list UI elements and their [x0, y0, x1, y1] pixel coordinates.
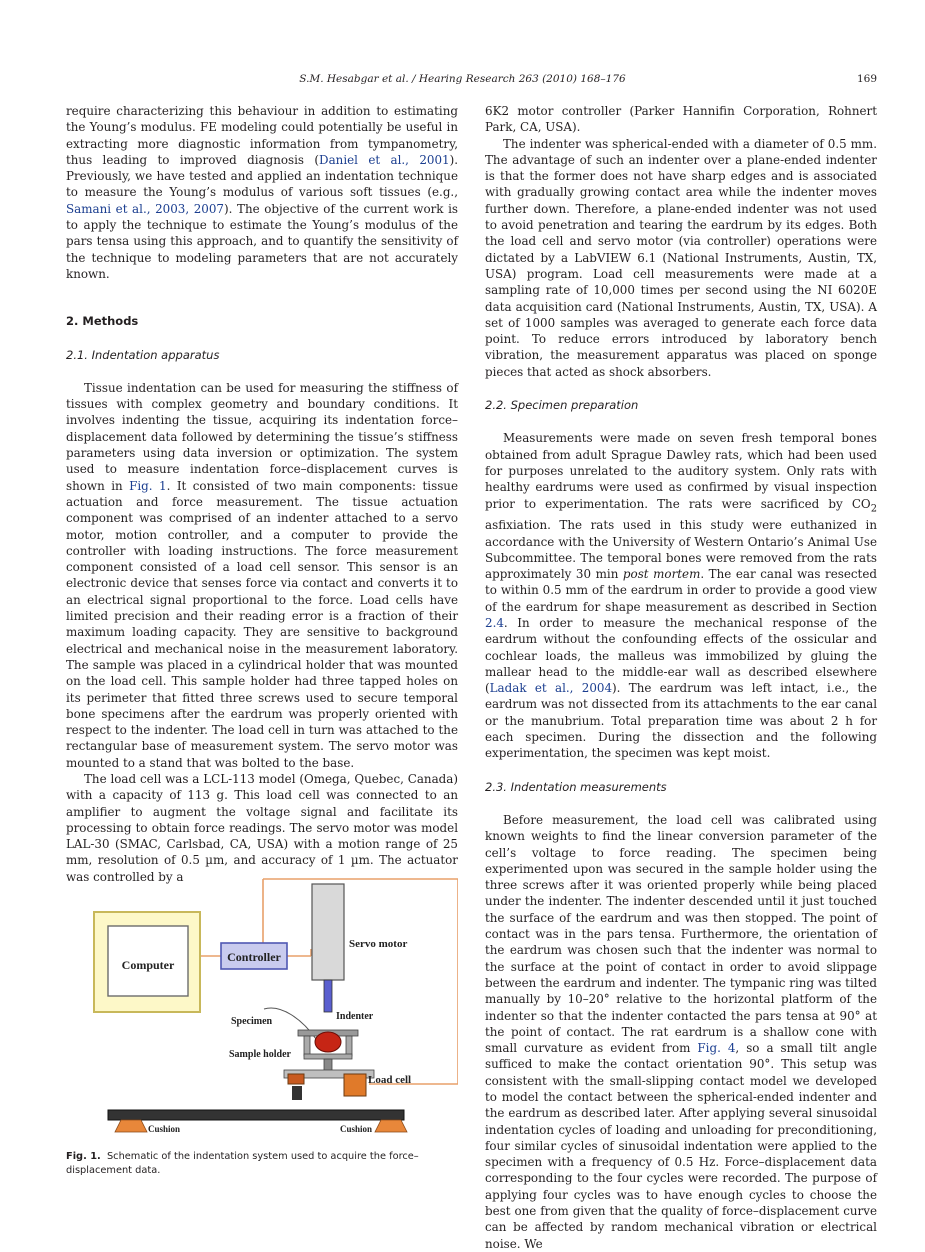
loadcell-paragraph: The load cell was a LCL-113 model (Omega, Quebec, Canada) with a capacity of 113 g. This load cell was connected to an amplifier to augment the voltage signal and facilitate its processing to obtain force readings. The servo motor was model LAL-30 (SMAC, Carlsbad, CA, USA) with a motion range of 25 mm, resolution of 0.5 µm, and accuracy of 1 µm. The actuator was controlled by a: [66, 771, 458, 884]
right-column: [485, 103, 877, 1252]
ref-fig4[interactable]: Fig. 4: [697, 1041, 736, 1056]
ref-section-2-4[interactable]: 2.4: [485, 615, 504, 630]
figure-1-schematic: [66, 874, 458, 1144]
label-cushion-right: Cushion: [340, 1124, 373, 1134]
ref-ladak-2004[interactable]: Ladak et al., 2004: [489, 681, 613, 696]
load-cell: [284, 1070, 374, 1100]
ref-daniel-2001[interactable]: Daniel et al., 2001: [319, 152, 450, 167]
figure-1-caption: Fig. 1. Schematic of the indentation system used to acquire the force–displacement data.: [66, 1151, 419, 1176]
label-specimen: Specimen: [231, 1016, 273, 1027]
apparatus-paragraph: Tissue indentation can be used for measuring the stiffness of tissues with complex geometry and boundary conditions. It involves indenting the tissue, acquiring its indentation force–displacement data followed by determining the tissue’s stiffness parameters using data inversion or optimization. The system used to measure indentation force–displacement curves is shown in Fig. 1. It consisted of two main components: tissue actuation and force measurement. The tissue actuation component was comprised of an indenter attached to a servo motor, motion controller, and a computer to provide the controller with loading instructions. The force measurement component consisted of a load cell sensor. This sensor is an electronic device that senses force via contact and converts it to an electrical signal proportional to the force. Load cells have limited precision and their reading error is a fraction of their maximum loading capacity. They are sensitive to background electrical and mechanical noise in the measurement laboratory. The sample was placed in a cylindrical holder that was mounted on the load cell. This sample holder had three tapped holes on its perimeter that fitted three screws used to secure temporal bone specimens after the eardrum was properly oriented with respect to the indenter. The load cell in turn was attached to the rectangular base of measurement system. The servo motor was mounted to a stand that was bolted to the base.: [66, 380, 458, 770]
subsection-heading-measurements: 2.3. Indentation measurements: [485, 779, 667, 794]
subsection-heading-specimen: 2.2. Specimen preparation: [485, 398, 639, 413]
intro-paragraph: require characterizing this behaviour in addition to estimating the Young’s modulus. FE modeling could potentially be useful in extracting more diagnostic information from tympanometry, thus leading to improved diagnosis (Daniel et al., 2001). Previously, we have tested and applied an indentation technique to measure the Young’s modulus of various soft tissues (e.g., Samani et al., 2003, 2007). The objective of the current work is to apply the technique to estimate the Young’s modulus of the pars tensa using this approach, and to quantify the sensitivity of the technique to modeling parameters that are not accurately known.: [66, 104, 459, 281]
cushion-left-shape: [115, 1120, 147, 1132]
label-controller: Controller: [227, 950, 281, 964]
section-heading-methods: 2. Methods: [66, 314, 139, 329]
left-column: [66, 103, 458, 885]
label-indenter: Indenter: [336, 1011, 374, 1022]
base-plate: [108, 1110, 404, 1120]
label-sample-holder: Sample holder: [229, 1049, 291, 1060]
cushion-right-shape: [375, 1120, 407, 1132]
running-header: [0, 72, 925, 88]
journal-citation: S.M. Hesabgar et al. / Hearing Research 263 (2010) 168–176: [299, 73, 626, 85]
page-number: 169: [856, 73, 877, 85]
label-cushion-left: Cushion: [148, 1124, 181, 1134]
controller-paragraph: 6K2 motor controller (Parker Hannifin Corporation, Rohnert Park, CA, USA).: [485, 104, 877, 135]
label-servo-motor: Servo motor: [349, 938, 408, 950]
measurements-paragraph: Before measurement, the load cell was calibrated using known weights to find the linear conversion parameter of the cell’s voltage to force reading. The specimen being experimented upon was secured in the sample holder using the three screws after it was oriented properly while being placed under the indenter. The indenter descended until it just touched the surface of the eardrum and was then stopped. The point of contact was in the pars tensa. Furthermore, the orientation of the eardrum was chosen such that the indenter was normal to the surface at the point of contact in order to avoid slippage between the eardrum and indenter. The tympanic ring was tilted manually by 10–20° relative to the horizontal platform of the indenter so that the indenter contacted the pars tensa at 90° at the point of contact. The rat eardrum is a shallow cone with small curvature as evident from Fig. 4, so a small tilt angle sufficed to make the contact orientation 90°. This setup was consistent with the small-slipping contact model we developed to model the contact between the spherical-ended indenter and the eardrum as described later. After applying several sinusoidal indentation cycles of loading and unloading for preconditioning, four similar cycles of sinusoidal indentation were applied to the specimen with a frequency of 0.5 Hz. Force–displacement data corresponding to the four cycles were recorded. The purpose of applying four cycles was to have enough cycles to choose the best one from given that the quality of force–displacement curve can be affected by random mechanical vibration or electrical noise. We: [485, 812, 877, 1251]
subsection-heading-apparatus: 2.1. Indentation apparatus: [66, 347, 220, 362]
label-computer: Computer: [121, 958, 175, 972]
specimen-paragraph: Measurements were made on seven fresh temporal bones obtained from adult Sprague Dawley rats, which had been used for purposes unrelated to the auditory system. Only rats with healthy eardrums were used as confirmed by visual inspection prior to experimentation. The rats were sacrificed by $CO_2$ asfixiation. The rats used in this study were euthanized in accordance with the University of Western Ontario’s Animal Use Subcommittee. The temporal bones were removed from the rats approximately 30 min post mortem. The ear canal was resected to within 0.5 mm of the eardrum in order to provide a good view of the eardrum for shape measurement as described in Section 2.4. In order to measure the mechanical response of the eardrum without the confounding effects of the ossicular and cochlear loads, the malleus was immobilized by gluing the mallear head to the middle-ear wall as described elsewhere (Ladak et al., 2004). The eardrum was left intact, i.e., the eardrum was not dissected from its attachments to the ear canal or the manubrium. Total preparation time was about 2 h for each specimen. During the dissection and the following experimentation, the specimen was kept moist.: [485, 431, 877, 761]
ref-samani[interactable]: Samani et al., 2003, 2007: [66, 201, 224, 216]
ref-fig1[interactable]: Fig. 1: [129, 478, 167, 493]
sample-holder: [298, 1030, 358, 1073]
indenter-rod: [324, 980, 332, 1012]
label-load-cell: Load cell: [368, 1074, 412, 1086]
servo-motor-body: [312, 884, 344, 980]
indenter-paragraph: The indenter was spherical-ended with a diameter of 0.5 mm. The advantage of such an indenter over a plane-ended indenter is that the former does not have sharp edges and is associated with gradually growing contact area while the indenter moves further down. Therefore, a plane-ended indenter was not used to avoid penetration and tearing the eardrum by its edges. Both the load cell and servo motor (via controller) operations were dictated by a LabVIEW 6.1 (National Instruments, Austin, TX, USA) program. Load cell measurements were made at a sampling rate of 10,000 times per second using the NI 6020E data acquisition card (National Instruments, Austin, TX, USA). A set of 1000 samples was averaged to generate each force data point. To reduce errors introduced by laboratory bench vibration, the measurement apparatus was placed on sponge pieces that acted as shock absorbers.: [485, 136, 877, 379]
